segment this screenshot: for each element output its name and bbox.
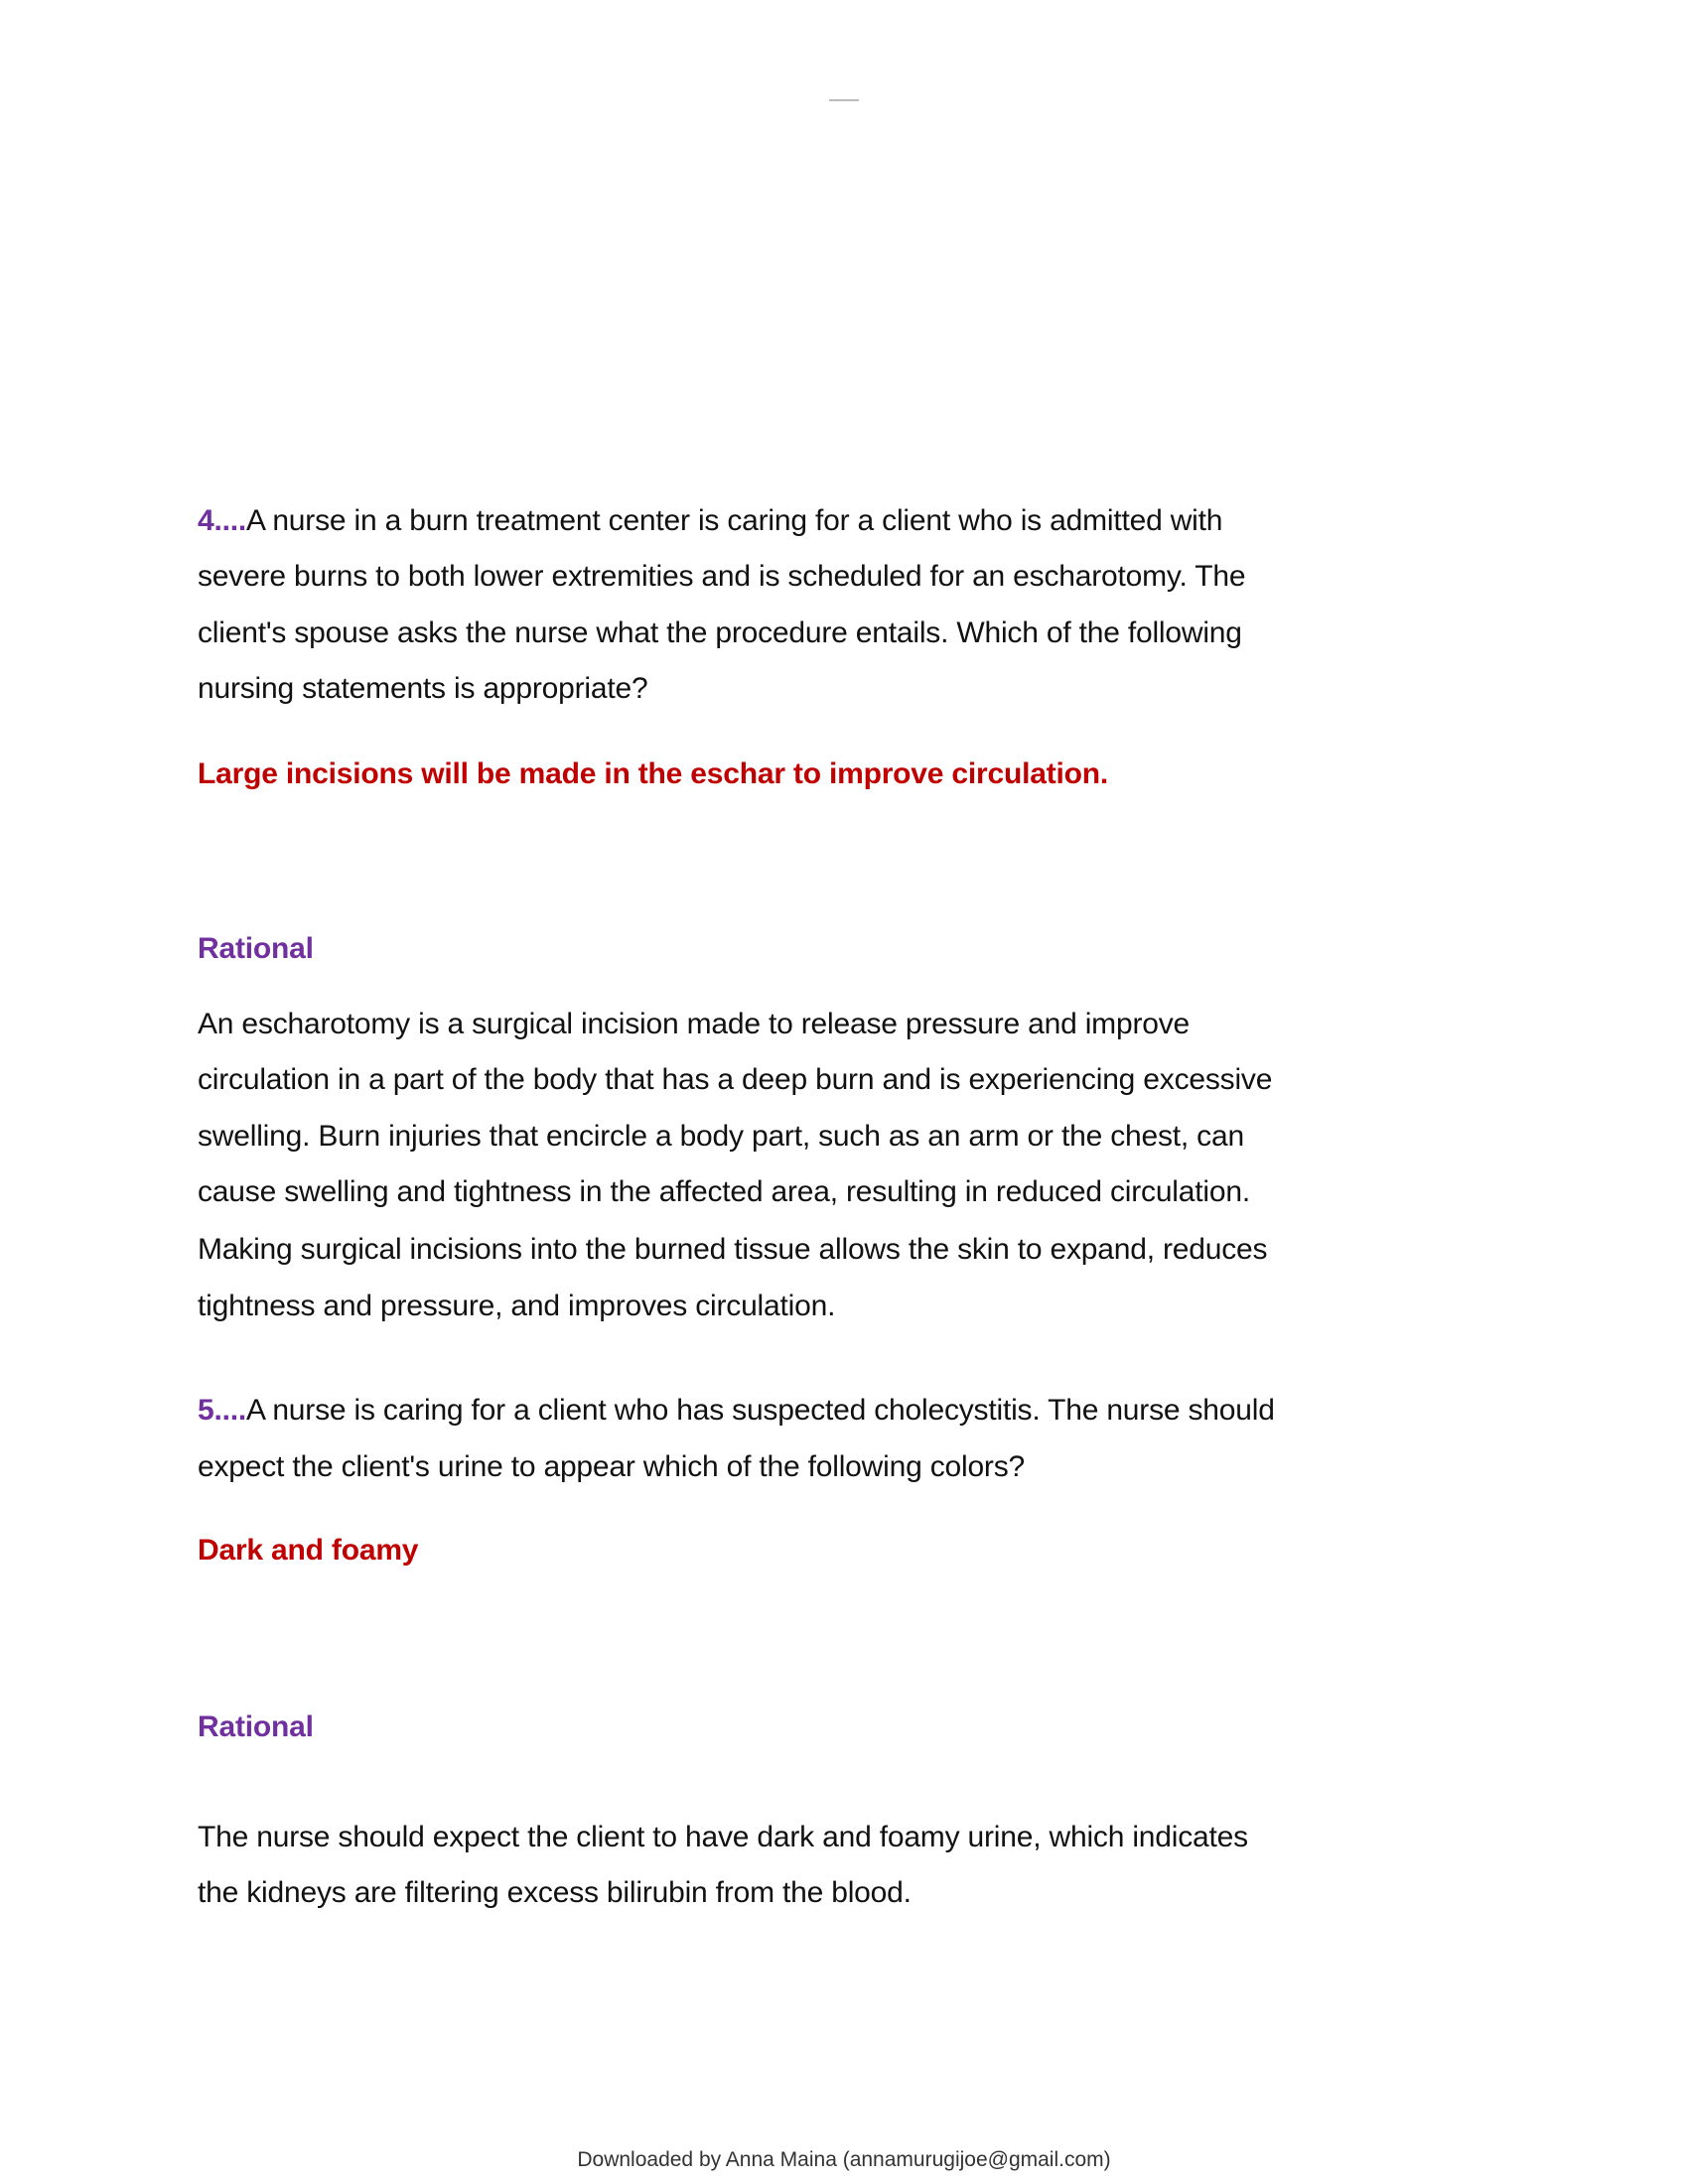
download-footer: Downloaded by Anna Maina (annamurugijoe@gmail.com) [577, 2148, 1111, 2171]
answer-text: Dark and foamy [198, 1534, 419, 1567]
question-text-line: expect the client's urine to appear which of the following colors? [198, 1450, 1026, 1483]
rationale-line: cause swelling and tightness in the affected area, resulting in reduced circulation. [198, 1175, 1250, 1208]
rationale-line: swelling. Burn injuries that encircle a body part, such as an arm or the chest, can [198, 1120, 1244, 1153]
question-text-line: client's spouse asks the nurse what the procedure entails. Which of the following [198, 616, 1242, 649]
rationale-heading: Rational [198, 1710, 314, 1743]
question-text-line: 4....A nurse in a burn treatment center is caring for a client who is admitted with [198, 504, 1223, 537]
rationale-heading: Rational [198, 932, 314, 965]
question-text-line: 5....A nurse is caring for a client who has suspected cholecystitis. The nurse should [198, 1394, 1275, 1427]
rationale-line: circulation in a part of the body that has a deep burn and is experiencing excessive [198, 1063, 1273, 1096]
answer-text: Large incisions will be made in the eschar to improve circulation. [198, 757, 1109, 790]
header-mark [829, 99, 859, 101]
question-text-line: severe burns to both lower extremities and is scheduled for an escharotomy. The [198, 560, 1246, 593]
question-text-line: nursing statements is appropriate? [198, 672, 648, 705]
rationale-line: The nurse should expect the client to have dark and foamy urine, which indicates [198, 1821, 1248, 1853]
rationale-line: Making surgical incisions into the burned tissue allows the skin to expand, reduces [198, 1233, 1268, 1266]
rationale-line: tightness and pressure, and improves circulation. [198, 1290, 836, 1322]
question-number: 4.... [198, 504, 247, 537]
rationale-line: the kidneys are filtering excess bilirubin from the blood. [198, 1876, 912, 1909]
question-number: 5.... [198, 1394, 247, 1427]
rationale-line: An escharotomy is a surgical incision made to release pressure and improve [198, 1008, 1191, 1040]
